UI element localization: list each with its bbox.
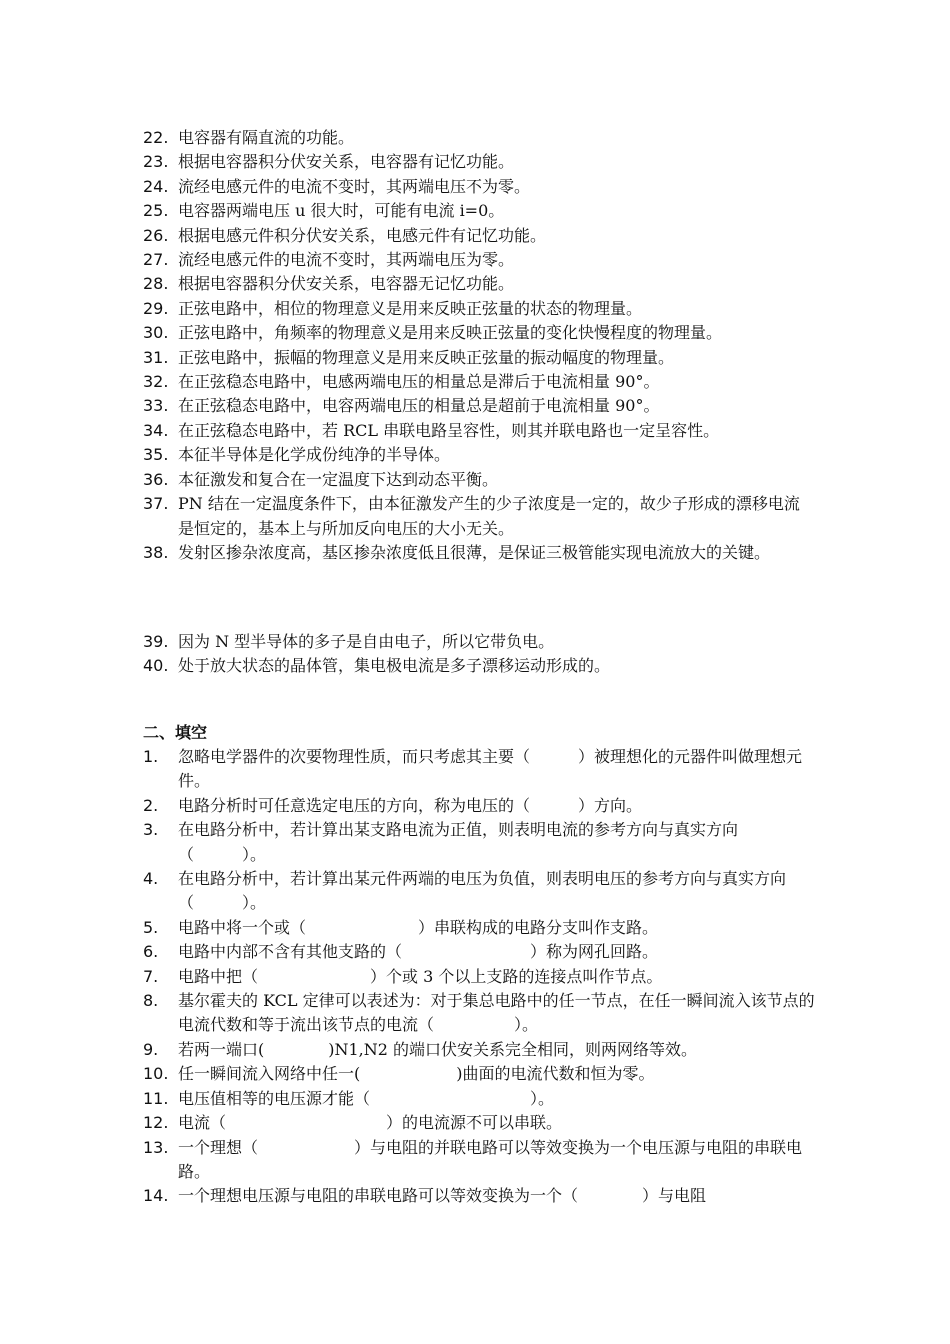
judgement-item [143, 224, 815, 248]
item-number: 40. [143, 656, 169, 676]
item-number: 14. [143, 1186, 169, 1206]
item-text: 正弦电路中，角频率的物理意义是用来反映正弦量的变化快慢程度的物理量。 [178, 323, 723, 343]
item-number: 13. [143, 1137, 169, 1157]
judgement-item [143, 248, 815, 272]
item-number: 10. [143, 1064, 169, 1084]
fill-in-item [143, 818, 815, 867]
item-number: 27. [143, 250, 169, 270]
item-text: 根据电容器积分伏安关系，电容器有记忆功能。 [178, 152, 515, 172]
item-text: 流经电感元件的电流不变时，其两端电压不为零。 [178, 176, 531, 196]
item-number: 29. [143, 298, 169, 318]
item-number: 3. [143, 820, 159, 840]
item-number: 38. [143, 542, 169, 562]
fill-in-item [143, 1111, 815, 1135]
judgement-item [143, 443, 815, 467]
item-text: 忽略电学器件的次要物理性质，而只考虑其主要（ ）被理想化的元器件叫做理想元件。 [178, 747, 803, 791]
judgement-item [143, 630, 815, 654]
judgement-item [143, 150, 815, 174]
item-number: 5. [143, 917, 159, 937]
item-number: 11. [143, 1088, 169, 1108]
fill-in-item [143, 965, 815, 989]
fill-in-item [143, 1038, 815, 1062]
item-number: 26. [143, 225, 169, 245]
item-text: 在正弦稳态电路中，电感两端电压的相量总是滞后于电流相量 90°。 [178, 372, 660, 392]
item-number: 12. [143, 1113, 169, 1133]
judgement-item [143, 297, 815, 321]
judgement-item [143, 321, 815, 345]
item-text: 基尔霍夫的 KCL 定律可以表述为：对于集总电路中的任一节点，在任一瞬间流入该节点的电流代数和等于流出该节点的电流（ ）。 [178, 991, 815, 1035]
item-number: 39. [143, 632, 169, 651]
item-text: 电路中内部不含有其他支路的（ ）称为网孔回路。 [178, 942, 659, 962]
item-number: 4. [143, 869, 159, 889]
judgement-item [143, 394, 815, 418]
item-number: 7. [143, 966, 159, 986]
fill-in-item [143, 940, 815, 964]
fill-in-item [143, 745, 815, 794]
item-text: 在电路分析中，若计算出某元件两端的电压为负值，则表明电压的参考方向与真实方向（ ）。 [178, 869, 787, 913]
fill-in-item [143, 867, 815, 916]
item-number: 2. [143, 795, 159, 815]
item-number: 37. [143, 494, 169, 514]
item-text: 任一瞬间流入网络中任一( )曲面的电流代数和恒为零。 [178, 1064, 655, 1084]
item-text: 因为 N 型半导体的多子是自由电子，所以它带负电。 [178, 632, 555, 651]
item-number: 36. [143, 469, 169, 489]
judgement-item [143, 468, 815, 492]
item-text: 在电路分析中，若计算出某支路电流为正值，则表明电流的参考方向与真实方向（ ）。 [178, 820, 739, 864]
item-text: 根据电感元件积分伏安关系，电感元件有记忆功能。 [178, 225, 547, 245]
item-number: 8. [143, 991, 159, 1011]
fill-in-list [143, 745, 815, 1209]
judgement-item [143, 175, 815, 199]
judgement-item [143, 654, 815, 678]
item-text: 若两一端口( )N1,N2 的端口伏安关系完全相同，则两网络等效。 [178, 1039, 698, 1059]
judgement-item [143, 199, 815, 223]
fill-in-item [143, 989, 815, 1038]
judgement-list-a [143, 126, 815, 565]
judgement-item [143, 126, 815, 150]
item-number: 34. [143, 420, 169, 440]
item-text: PN 结在一定温度条件下，由本征激发产生的少子浓度是一定的，故少子形成的漂移电流是恒定的，基本上与所加反向电压的大小无关。 [178, 494, 800, 538]
section-title: 二、填空 [143, 723, 208, 742]
item-number: 24. [143, 176, 169, 196]
item-number: 30. [143, 323, 169, 343]
fill-in-item [143, 1087, 815, 1111]
judgement-item [143, 541, 815, 565]
item-text: 根据电容器积分伏安关系，电容器无记忆功能。 [178, 274, 515, 294]
item-text: 处于放大状态的晶体管，集电极电流是多子漂移运动形成的。 [178, 656, 611, 676]
item-text: 本征激发和复合在一定温度下达到动态平衡。 [178, 469, 499, 489]
item-number: 32. [143, 372, 169, 392]
fill-in-item [143, 1062, 815, 1086]
item-number: 31. [143, 347, 169, 367]
item-text: 正弦电路中，相位的物理意义是用来反映正弦量的状态的物理量。 [178, 298, 643, 318]
fill-in-item [143, 1136, 815, 1185]
item-text: 电容器有隔直流的功能。 [178, 128, 355, 147]
item-text: 电流（ ）的电流源不可以串联。 [178, 1113, 563, 1133]
judgement-item [143, 492, 815, 541]
item-text: 流经电感元件的电流不变时，其两端电压为零。 [178, 250, 515, 270]
item-text: 在正弦稳态电路中，若 RCL 串联电路呈容性，则其并联电路也一定呈容性。 [178, 420, 720, 440]
judgement-item [143, 346, 815, 370]
item-text: 发射区掺杂浓度高，基区掺杂浓度低且很薄，是保证三极管能实现电流放大的关键。 [178, 542, 771, 562]
item-number: 35. [143, 445, 169, 465]
item-number: 33. [143, 396, 169, 416]
fill-in-item [143, 1184, 815, 1208]
item-text: 电容器两端电压 u 很大时，可能有电流 i=0。 [178, 201, 505, 221]
item-text: 电路中将一个或（ ）串联构成的电路分支叫作支路。 [178, 917, 659, 937]
item-number: 25. [143, 201, 169, 221]
fill-in-item [143, 916, 815, 940]
item-number: 22. [143, 128, 169, 147]
judgement-list-b [143, 630, 815, 679]
judgement-item [143, 370, 815, 394]
item-number: 9. [143, 1039, 159, 1059]
item-text: 在正弦稳态电路中，电容两端电压的相量总是超前于电流相量 90°。 [178, 396, 660, 416]
item-number: 6. [143, 942, 159, 962]
item-number: 28. [143, 274, 169, 294]
judgement-item [143, 419, 815, 443]
item-number: 1. [143, 747, 159, 766]
item-text: 电路中把（ ）个或 3 个以上支路的连接点叫作节点。 [178, 966, 663, 986]
fill-in-item [143, 794, 815, 818]
item-text: 电压值相等的电压源才能（ ）。 [178, 1088, 555, 1108]
item-number: 23. [143, 152, 169, 172]
item-text: 正弦电路中，振幅的物理意义是用来反映正弦量的振动幅度的物理量。 [178, 347, 675, 367]
item-text: 电路分析时可任意选定电压的方向，称为电压的（ ）方向。 [178, 795, 643, 815]
judgement-item [143, 272, 815, 296]
item-text: 本征半导体是化学成份纯净的半导体。 [178, 445, 451, 465]
item-text: 一个理想电压源与电阻的串联电路可以等效变换为一个（ ）与电阻 [178, 1186, 707, 1206]
item-text: 一个理想（ ）与电阻的并联电路可以等效变换为一个电压源与电阻的串联电路。 [178, 1137, 803, 1181]
